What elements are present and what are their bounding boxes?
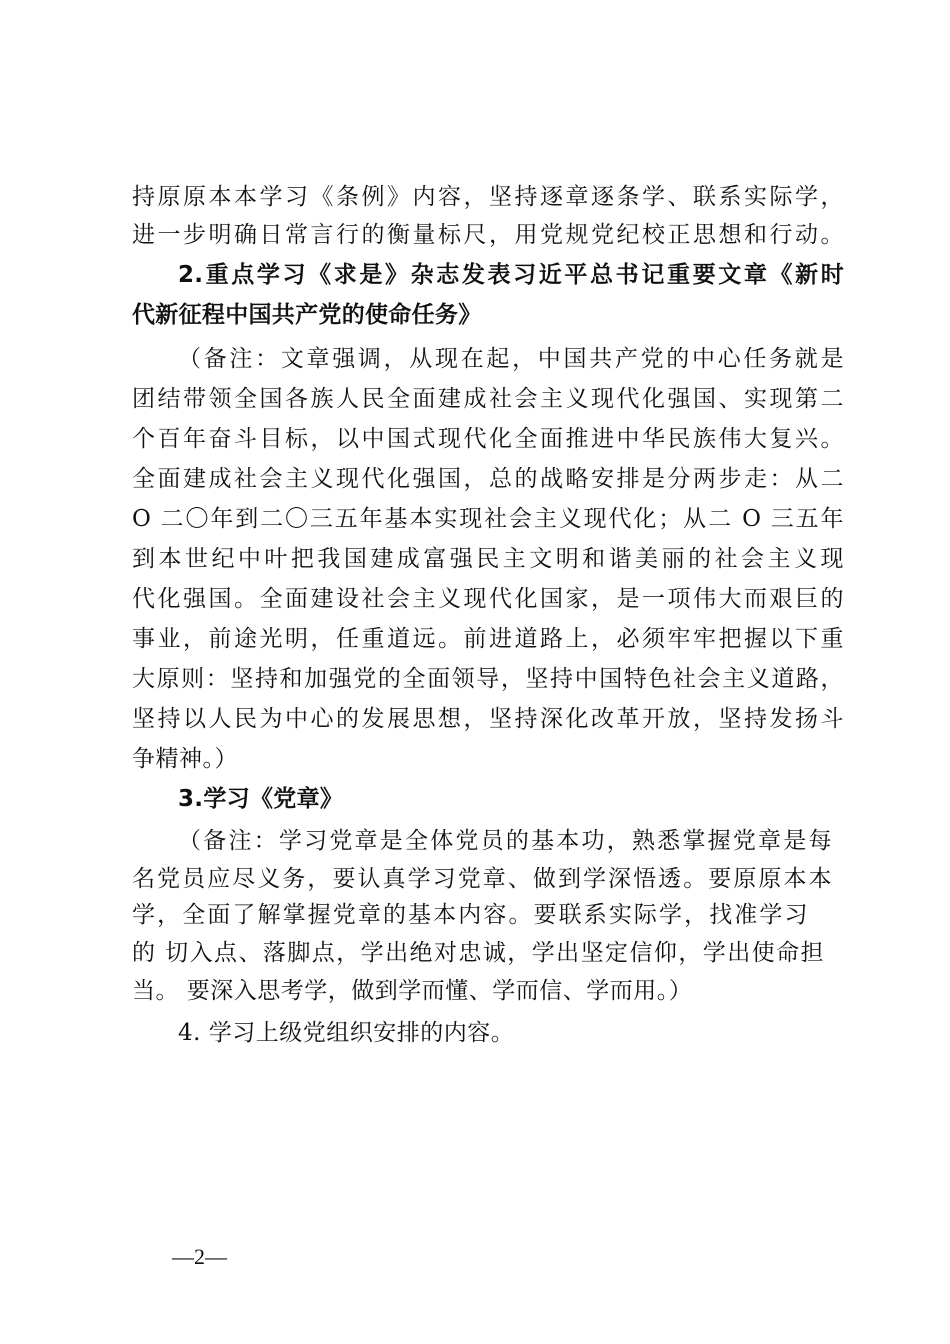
paragraph-line: 持原原本本学习《条例》内容，坚持逐章逐条学、联系实际学， bbox=[132, 184, 844, 210]
note-line: （备注：文章强调，从现在起，中国共产党的中心任务就是 bbox=[178, 346, 844, 372]
note-line: 名党员应尽义务，要认真学习党章、做到学深悟透。要原原本本 bbox=[132, 866, 832, 892]
note-line: 全面建成社会主义现代化强国，总的战略安排是分两步走：从二 bbox=[132, 466, 844, 492]
note-line: （备注：学习党章是全体党员的基本功，熟悉掌握党章是每 bbox=[178, 828, 832, 854]
note-line: 代化强国。全面建设社会主义现代化国家，是一项伟大而艰巨的 bbox=[132, 586, 844, 612]
list-item: 4. 学习上级党组织安排的内容。 bbox=[178, 1020, 515, 1046]
note-line: 大原则：坚持和加强党的全面领导，坚持中国特色社会主义道路， bbox=[132, 666, 844, 692]
section-heading: 3.学习《党章》 bbox=[178, 786, 344, 812]
page-number: —2— bbox=[172, 1244, 227, 1269]
note-line: 团结带领全国各族人民全面建成社会主义现代化强国、实现第二 bbox=[132, 386, 844, 412]
note-line: 坚持以人民为中心的发展思想，坚持深化改革开放，坚持发扬斗 bbox=[132, 706, 844, 732]
note-line: 学，全面了解掌握党章的基本内容。要联系实际学，找准学习 bbox=[132, 902, 808, 928]
note-line: 到本世纪中叶把我国建成富强民主文明和谐美丽的社会主义现 bbox=[132, 546, 844, 572]
note-line: 当。 要深入思考学，做到学而懂、学而信、学而用。） bbox=[132, 978, 693, 1004]
note-line: 争精神。） bbox=[132, 746, 238, 772]
note-line: 个百年奋斗目标，以中国式现代化全面推进中华民族伟大复兴。 bbox=[132, 426, 844, 452]
note-line: 事业，前途光明，任重道远。前进道路上，必须牢牢把握以下重 bbox=[132, 626, 844, 652]
note-line: 的 切入点、落脚点，学出绝对忠诚，学出坚定信仰，学出使命担 bbox=[132, 940, 824, 966]
section-heading: 代新征程中国共产党的使命任务》 bbox=[132, 302, 482, 328]
paragraph-line: 进一步明确日常言行的衡量标尺，用党规党纪校正思想和行动。 bbox=[132, 222, 844, 248]
note-line: O 二〇年到二〇三五年基本实现社会主义现代化；从二 O 三五年 bbox=[132, 506, 844, 532]
section-heading: 2.重点学习《求是》杂志发表习近平总书记重要文章《新时 bbox=[178, 262, 844, 288]
